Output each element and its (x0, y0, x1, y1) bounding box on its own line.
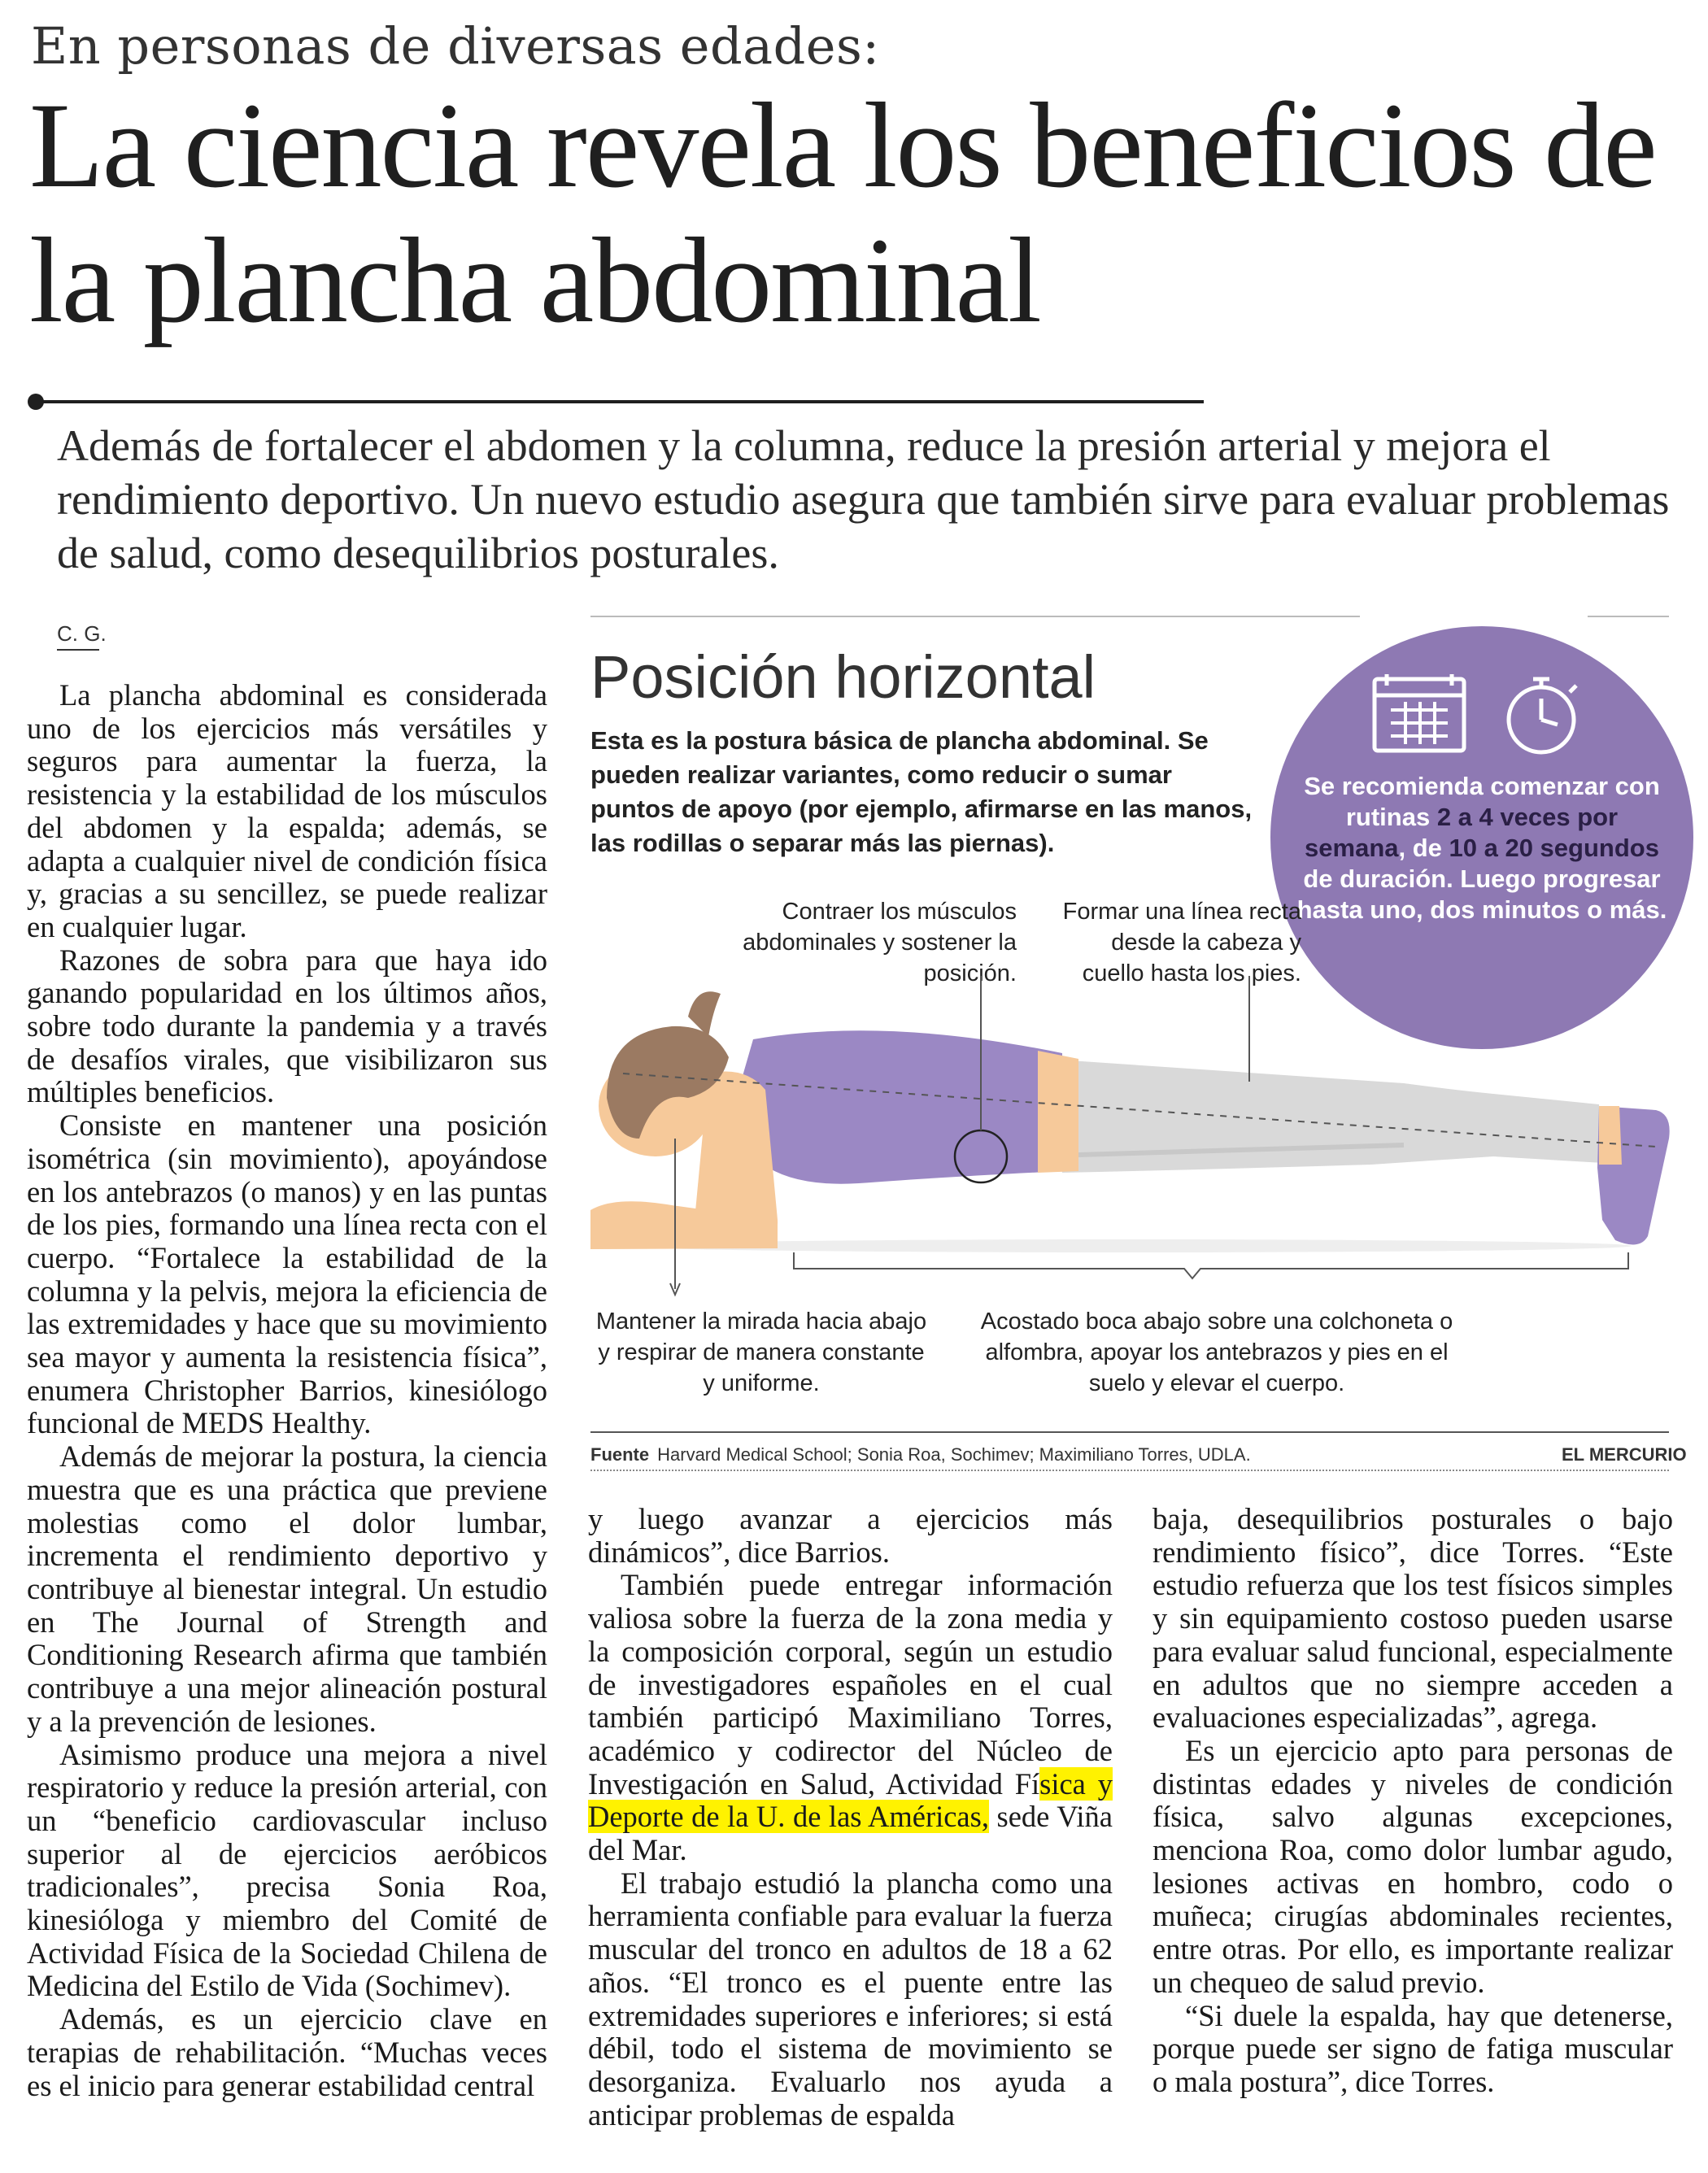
source-line (590, 1444, 1251, 1465)
body-bracket (794, 1252, 1628, 1278)
byline-rule (57, 649, 99, 651)
plank-illustration (590, 976, 1672, 1301)
paragraph: baja, desequilibrios posturales o bajo rendimiento físico”, dice Torres. “Este estudio refuerza que los test físicos simples y sin equipamiento costoso pueden usarse para evaluar salud funcional, especialmente en adultos que no siempre acceden a evaluaciones especializadas”, agrega. (1152, 1502, 1673, 1735)
article-column-2 (588, 1503, 1113, 2132)
circle-icons (1366, 671, 1602, 760)
byline: C. G. (57, 621, 107, 646)
paragraph (588, 1569, 1113, 1866)
waist (1038, 1051, 1078, 1173)
paragraph: El trabajo estudió la plancha como una herramienta confiable para evaluar la fuerza muscular del tronco en adultos de 18 a 62 años. “El tronco es el puente entre las extremidades superiores e inferiores; si está débil, todo el sistema de movimiento se desorganiza. Evaluarlo nos ayuda a anticipar problemas de espalda (588, 1866, 1113, 2132)
torso-top (740, 1030, 1062, 1183)
source-label: Fuente (590, 1444, 650, 1465)
highlighted-text: sica y Deporte de la U. de las Américas, (588, 1766, 1113, 1834)
article-column-1 (27, 679, 547, 2102)
paragraph: Razones de sobra para que haya ido ganando popularidad en los últimos años, sobre todo durante la pandemia y a través de desafíos virales, que visibilizaron sus múltiples beneficios. (27, 943, 547, 1109)
article-column-3 (1152, 1503, 1673, 2099)
paragraph-text: También puede entregar información valiosa sobre la fuerza de la zona media y la composición corporal, según un estudio de investigadores españoles en el cual también participó Maximiliano Torres, académico y codirector del Núcleo de Investigación en Salud, Actividad Fí (588, 1568, 1113, 1801)
paragraph: Es un ejercicio apto para personas de distintas edades y niveles de condición física, salvo algunas excepciones, menciona Roa, como dolor lumbar agudo, lesiones activas en hombro, codo o muñeca; cirugías abdominales recientes, entre otras. Por ello, es importante realizar un chequeo de salud previo. (1152, 1733, 1673, 1999)
dotted-divider (590, 1470, 1669, 1471)
paragraph: Asimismo produce una mejora a nivel respiratorio y reduce la presión arterial, con un “beneficio cardiovascular incluso superior al de ejercicios aeróbicos tradicionales”, precisa Sonia Roa, kinesióloga y miembro del Comité de Actividad Física de la Sociedad Chilena de Medicina del Estilo de Vida (Sochimev). (27, 1737, 547, 2003)
calendar-icon (1375, 674, 1464, 751)
circle-text-part: de duración. Luego progresar hasta uno, dos minutos o más. (1296, 864, 1667, 924)
stopwatch-icon (1509, 679, 1576, 752)
lede-bullet (28, 394, 44, 410)
callout-abs: Contraer los músculos abdominales y sostener la posición. (743, 899, 1017, 986)
recommendation-text (1293, 771, 1671, 925)
paragraph: “Si duele la espalda, hay que detenerse, porque puede ser signo de fatiga muscular o mala postura”, dice Torres. (1152, 1998, 1673, 2098)
infographic-bottom-rule (590, 1431, 1669, 1433)
callout-gaze: Mantener la mirada hacia abajo y respirar de manera constante y uniforme. (595, 1309, 927, 1396)
paragraph-text: sede Viña del Mar. (588, 1800, 1113, 1867)
paragraph: Además, es un ejercicio clave en terapias de rehabilitación. “Muchas veces es el inicio para generar estabilidad central (27, 2002, 547, 2102)
brand-credit: EL MERCURIO (1562, 1444, 1687, 1465)
paragraph: Consiste en mantener una posición isométrica (sin movimiento), apoyándose en los antebrazos (o manos) y en las puntas de los pies, formando una línea recta con el cuerpo. “Fortalece la estabilidad de la columna y la pelvis, mejora la eficiencia de las extremidades y hace que su movimiento sea mayor y aumenta la resistencia física”, enumera Christopher Barrios, kinesiólogo funcional de MEDS Healthy. (27, 1108, 547, 1440)
callout-straight-line: Formar una línea recta desde la cabeza y cuello hasta los pies. (1062, 899, 1301, 986)
source-text: Harvard Medical School; Sonia Roa, Sochimev; Maximiliano Torres, UDLA. (657, 1444, 1251, 1465)
paragraph: Además de mejorar la postura, la ciencia muestra que es una práctica que previene molestias como el dolor lumbar, incrementa el rendimiento deportivo y contribuye al bienestar integral. Un estudio en The Journal of Strength and Conditioning Research afirma que también contribuye a una mejor alineación postural y a la prevención de lesiones. (27, 1439, 547, 1738)
paragraph: y luego avanzar a ejercicios más dinámicos”, dice Barrios. (588, 1502, 1113, 1569)
lede-divider (33, 400, 1204, 403)
infographic-title: Posición horizontal (590, 643, 1096, 711)
circle-text-bold: 10 a 20 segundos (1449, 834, 1659, 862)
circle-text-bold: 2 a 4 veces por semana (1305, 803, 1619, 862)
circle-text-part: , de (1398, 834, 1449, 862)
kicker: En personas de diversas edades: (31, 16, 880, 76)
circle-text-part: Se recomienda comenzar con rutinas (1304, 772, 1660, 831)
callout-mat: Acostado boca abajo sobre una colchoneta o alfombra, apoyar los antebrazos y pies en el suelo y elevar el cuerpo. (980, 1309, 1453, 1396)
lede: Además de fortalecer el abdomen y la columna, reduce la presión arterial y mejora el rendimiento deportivo. Un nuevo estudio asegura que también sirve para evaluar problemas de salud, como desequilibrios posturales. (57, 421, 1670, 577)
headline: La ciencia revela los beneficios de la plancha abdominal (29, 78, 1656, 348)
paragraph: La plancha abdominal es considerada uno de los ejercicios más versátiles y seguros para aumentar la fuerza, la resistencia y la estabilidad de los músculos del abdomen y la espalda; además, se adapta a cualquier nivel de condición física y, gracias a su sencillez, se puede realizar en cualquier lugar. (27, 678, 547, 943)
infographic-rule-gap (1360, 612, 1588, 620)
infographic-intro: Esta es la postura básica de plancha abdominal. Se pueden realizar variantes, como reducir o sumar puntos de apoyo (por ejemplo, afirmarse en las manos, las rodillas o separar más las piernas). (590, 726, 1253, 857)
ankle (1599, 1106, 1622, 1165)
